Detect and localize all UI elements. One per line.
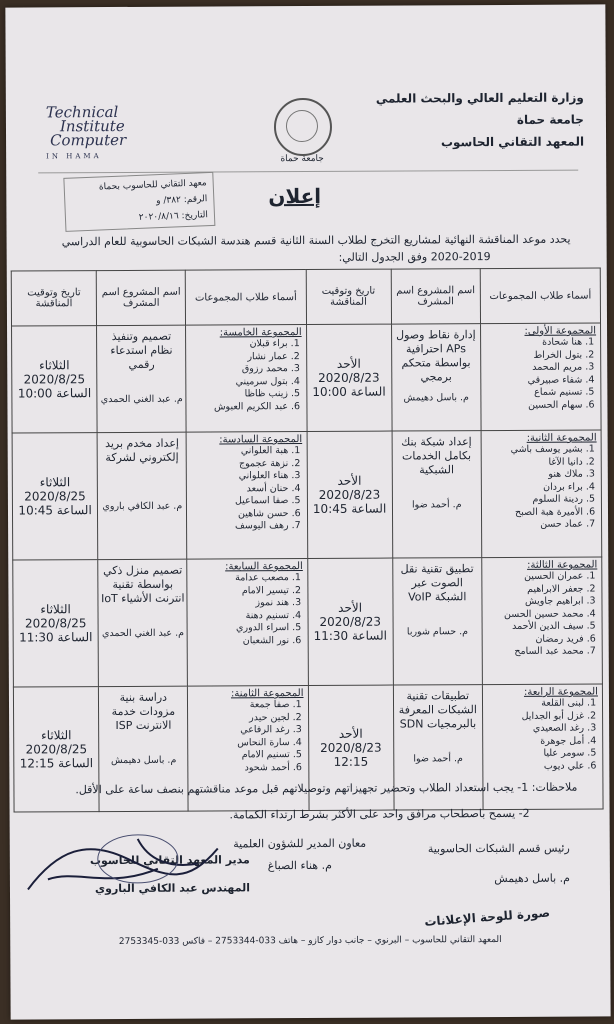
list-item: 7. محمد عبد السامح	[487, 646, 584, 659]
project-title: تصميم منزل ذكي بواسطة تقنية انترنت الأشياء IoT	[101, 563, 185, 606]
reference-stamp	[63, 172, 215, 232]
list-item: 2. دانيا الآغا	[486, 456, 583, 469]
deputy-title: معاون المدير للشؤون العلمية	[233, 836, 367, 851]
list-item: 3. محمد رزوق	[191, 363, 288, 376]
supervisor-name: م. حسام شوربا	[406, 626, 469, 638]
list-item: 4. تسنيم دهنة	[192, 610, 289, 623]
list-item: 3. ابراهيم جاويش	[486, 596, 583, 609]
discussion-date: 2020/8/23	[319, 614, 381, 629]
project-cell	[97, 325, 187, 432]
project-title: تطبيق تقنية نقل الصوت عبر الشبكة VoIP	[400, 562, 474, 604]
discussion-time: الساعة 11:30	[19, 630, 93, 645]
list-item: 6. فريد رمضان	[487, 633, 584, 646]
member-list	[192, 572, 303, 648]
project-cell	[392, 558, 482, 685]
list-item: 3. هند نموز	[192, 597, 289, 610]
intro-line-1: يحدد موعد المناقشة النهائية لمشاريع التخرج لطلاب السنة الثانية قسم هندسة الشبكات الحاسوبية للعام الدراسي	[61, 232, 571, 249]
note-2: 2- يسمح باصطحاب مرافق واحد على الأكثر بشرط ارتداء الكمامة.	[229, 806, 530, 822]
footer-address: المعهد التقاني للحاسوب – البرنوي – جانب دوار كازو – هاتف 033-2753344 – فاكس 033-2753345	[118, 934, 502, 947]
discussion-time: الساعة 10:00	[17, 386, 92, 401]
list-item: 2. عمار نشار	[191, 351, 288, 364]
director-name: المهندس عبد الكافي الباروي	[94, 881, 251, 896]
project-cell	[98, 559, 188, 686]
list-item: 4. شفاء صبيرقي	[485, 374, 582, 387]
list-item: 5. تسنيم شماع	[485, 387, 582, 400]
discussion-day: الأحد	[338, 726, 363, 741]
supervisor-name: م. باسل دهيمش	[403, 392, 469, 404]
discussion-date: 2020/8/25	[25, 742, 88, 757]
project-title: إعداد شبكة بنك بكامل الخدمات الشبكية	[401, 435, 472, 477]
group-members-cell	[481, 430, 602, 558]
list-item: 7. عماد حسن	[486, 519, 583, 532]
schedule-table	[11, 267, 604, 812]
list-item: 1. براء قبلان	[191, 338, 288, 351]
col-header-date-a: تاريخ وتوقيت المناقشة	[306, 269, 391, 324]
head-title: رئيس قسم الشبكات الحاسوبية	[427, 841, 570, 856]
logo-line-3: Computer	[50, 130, 127, 150]
supervisor-name: م. عبد الغني الحمدي	[100, 393, 183, 406]
list-item: 4. حنان أسعد	[191, 483, 288, 496]
list-item: 5. ردينة السلوم	[486, 494, 583, 507]
list-item: 2. غزل أبو الجدايل	[487, 710, 584, 723]
member-list	[191, 445, 303, 533]
note-1: 1- يجب استعداد الطلاب وتحضير تجهيزاتهم وتوصيلاتهم قبل موعد مناقشتهم بنصف ساعة على الأقل.	[75, 780, 529, 797]
list-item: 2. تيسير الامام	[192, 585, 289, 598]
supervisor-name: م. أحمد ضوا	[413, 753, 463, 765]
list-item: 5. اسراء الدوري	[192, 622, 289, 635]
supervisor-name: م. باسل دهيمش	[110, 754, 177, 767]
group-title: المجموعة الثالثة:	[527, 559, 598, 571]
project-title: تصميم وتنفيذ نظام استدعاء رقمي	[110, 329, 173, 371]
group-title: المجموعة السابعة:	[225, 561, 303, 573]
discussion-day: الأحد	[337, 473, 362, 488]
notes-section	[17, 775, 577, 830]
announcement-intro	[31, 231, 571, 268]
member-list	[486, 570, 598, 658]
discussion-day: الثلاثاء	[39, 475, 71, 490]
announcement-title: إعلان	[268, 183, 322, 209]
discussion-date: 2020/8/25	[23, 372, 86, 387]
announcement-page	[5, 4, 610, 1019]
project-title: إعداد مخدم بريد إلكتروني لشركة	[105, 436, 179, 465]
col-header-project-a: اسم المشروع اسم المشرف	[391, 269, 481, 324]
group-title: المجموعة السادسة:	[219, 434, 303, 446]
group-title: المجموعة الخامسة:	[219, 327, 302, 339]
list-item: 3. رغد الرفاعي	[193, 724, 290, 737]
list-item: 6. عبد الكريم العبوش	[191, 401, 288, 414]
list-item: 3. هناء العلواني	[191, 470, 288, 483]
list-item: 3. مريم المحمد	[485, 362, 582, 375]
list-item: 5. سيف الدين الأحمد	[487, 621, 584, 634]
project-cell	[97, 432, 187, 559]
group-title: المجموعة الثانية:	[526, 432, 597, 444]
list-item: 7. رهف اليوسف	[192, 520, 289, 533]
list-item: 4. بتول سرميني	[191, 376, 288, 389]
deputy-name: م. هناء الصباغ	[267, 858, 332, 873]
list-item: 5. سومر عليا	[487, 748, 584, 761]
list-item: 6. أحمد شحود	[193, 762, 290, 775]
project-title: تطبيقات تقنية الشبكات المعرفة بالبرمجيات SDN	[398, 689, 477, 731]
ministry-name: وزارة التعليم العالي والبحث العلمي	[375, 90, 584, 106]
discussion-date-cell	[307, 558, 393, 685]
list-item: 1. لبنى القلعة	[487, 698, 584, 711]
discussion-day: الأحد	[336, 356, 361, 371]
list-item: 4. محمد حسين الحسن	[486, 608, 583, 621]
academic-year: 2020-2019	[430, 250, 491, 264]
logo-subtitle: IN HAMA	[46, 152, 102, 161]
list-item: 5. صفا اسماعيل	[191, 495, 288, 508]
list-item: 1. مصعب عدامة	[192, 572, 289, 585]
list-item: 1. صفا جمعة	[192, 699, 289, 712]
discussion-date: 2020/8/23	[318, 487, 381, 502]
group-title: المجموعة الرابعة:	[523, 686, 598, 698]
head-name: م. باسل دهيمش	[494, 871, 570, 886]
discussion-date: 2020/8/23	[318, 370, 380, 385]
list-item: 1. هنا شحادة	[485, 337, 582, 350]
list-item: 1. عمران الحسين	[486, 571, 583, 584]
group-members-cell	[482, 557, 603, 685]
logo-line-1: Technical	[45, 102, 119, 122]
member-list	[191, 338, 302, 414]
group-members-cell	[187, 432, 308, 560]
col-header-members-b: أسماء طلاب المجموعات	[186, 270, 306, 326]
header-divider	[38, 170, 578, 174]
table-row	[12, 323, 602, 433]
director-signature-icon	[18, 828, 251, 899]
discussion-day: الثلاثاء	[39, 358, 70, 373]
list-item: 5. تسنيم الامام	[193, 749, 290, 762]
discussion-date-cell	[13, 560, 99, 687]
list-item: 6. علي ديوب	[487, 760, 584, 773]
list-item: 4. أمل جوهرة	[487, 735, 584, 748]
discussion-day: الثلاثاء	[41, 728, 72, 743]
list-item: 6. نور الشعبان	[192, 635, 289, 648]
notes-label: ملاحظات:	[531, 780, 578, 794]
university-seal-icon	[274, 98, 332, 156]
ref-number: ٣٨٢/ و	[155, 195, 182, 207]
director-title: مدير المعهد التقاني للحاسوب	[89, 853, 250, 868]
discussion-date-cell	[12, 326, 98, 433]
list-item: 6. حسن شاهين	[191, 508, 288, 521]
supervisor-name: م. عبد الغني الحمدي	[101, 627, 184, 640]
ref-date: ٢٠٢٠/٨/١٦	[138, 211, 179, 223]
list-item: 2. لجين حيدر	[193, 712, 290, 725]
discussion-time: الساعة 10:45	[312, 501, 387, 516]
table-row	[13, 557, 603, 687]
institute-logo-text	[45, 102, 127, 163]
group-members-cell	[187, 559, 308, 687]
col-header-date-b: تاريخ وتوقيت المناقشة	[11, 271, 97, 326]
ref-institute: معهد التقاني للحاسوب بحماة	[98, 178, 207, 193]
posted-note: صورة للوحة الإعلانات	[423, 905, 551, 929]
discussion-date: 2020/8/23	[320, 740, 382, 755]
col-header-members-a: أسماء طلاب المجموعات	[480, 268, 600, 324]
supervisor-name: م. أحمد ضوا	[411, 499, 462, 511]
group-members-cell	[186, 325, 307, 433]
list-item: 2. بتول الخراط	[485, 349, 582, 362]
project-cell	[392, 431, 482, 558]
list-item: 6. الأميرة هبة الصبح	[486, 506, 583, 519]
discussion-time: الساعة 11:30	[313, 628, 387, 643]
list-item: 4. سارة النحاس	[193, 737, 290, 750]
list-item: 6. سهام الحسين	[485, 399, 582, 412]
discussion-day: الثلاثاء	[40, 602, 71, 617]
discussion-time: 12:15	[333, 754, 369, 769]
member-list	[486, 443, 598, 531]
list-item: 2. جعفر الابراهيم	[486, 583, 583, 596]
list-item: 2. نزهة عجموج	[191, 458, 288, 471]
discussion-time: الساعة 12:15	[19, 756, 94, 771]
list-item: 3. ملاك هنو	[486, 469, 583, 482]
col-header-project-b: اسم المشروع اسم المشرف	[96, 270, 186, 325]
signature-head	[400, 841, 570, 888]
group-members-cell	[480, 323, 601, 431]
discussion-time: الساعة 10:45	[18, 503, 92, 518]
discussion-time: الساعة 10:00	[312, 384, 386, 399]
discussion-day: الأحد	[338, 600, 363, 615]
group-title: المجموعة الأولى:	[524, 325, 597, 337]
project-cell	[391, 324, 481, 431]
ref-date-label: التاريخ:	[181, 210, 209, 222]
discussion-date: 2020/8/25	[24, 616, 87, 631]
project-title: دراسة بنية مزودات خدمة الانترنت ISP	[111, 690, 176, 733]
seal-caption: جامعة حماة	[280, 153, 324, 165]
list-item: 1. بشير يوسف باشي	[486, 444, 583, 457]
institute-name: المعهد التقاني الحاسوب	[440, 134, 585, 150]
list-item: 3. رغد الصعيدي	[487, 723, 584, 736]
intro-line-2: وفق الجدول التالي:	[338, 250, 428, 264]
university-name: جامعة حماة	[516, 112, 584, 127]
member-list	[485, 336, 596, 412]
discussion-date: 2020/8/25	[24, 489, 86, 504]
discussion-date-cell	[307, 431, 393, 558]
project-title: إدارة نقاط وصول APs احترافية بواسطة متحكم برمجي	[396, 328, 476, 384]
list-item: 5. زينب ظاظا	[191, 388, 288, 401]
letterhead-arabic	[376, 87, 584, 154]
group-title: المجموعة الثامنة:	[230, 688, 304, 700]
ref-number-label: الرقم:	[183, 194, 208, 206]
list-item: 4. براء بردان	[486, 481, 583, 494]
member-list	[192, 699, 303, 775]
discussion-date-cell	[306, 324, 392, 431]
supervisor-name: م. عبد الكافي باروي	[102, 500, 183, 513]
discussion-date-cell	[12, 433, 98, 560]
table-row	[12, 430, 602, 560]
member-list	[487, 697, 598, 773]
list-item: 1. هبة العلواني	[191, 445, 288, 458]
logo-line-2: Institute	[59, 116, 125, 136]
